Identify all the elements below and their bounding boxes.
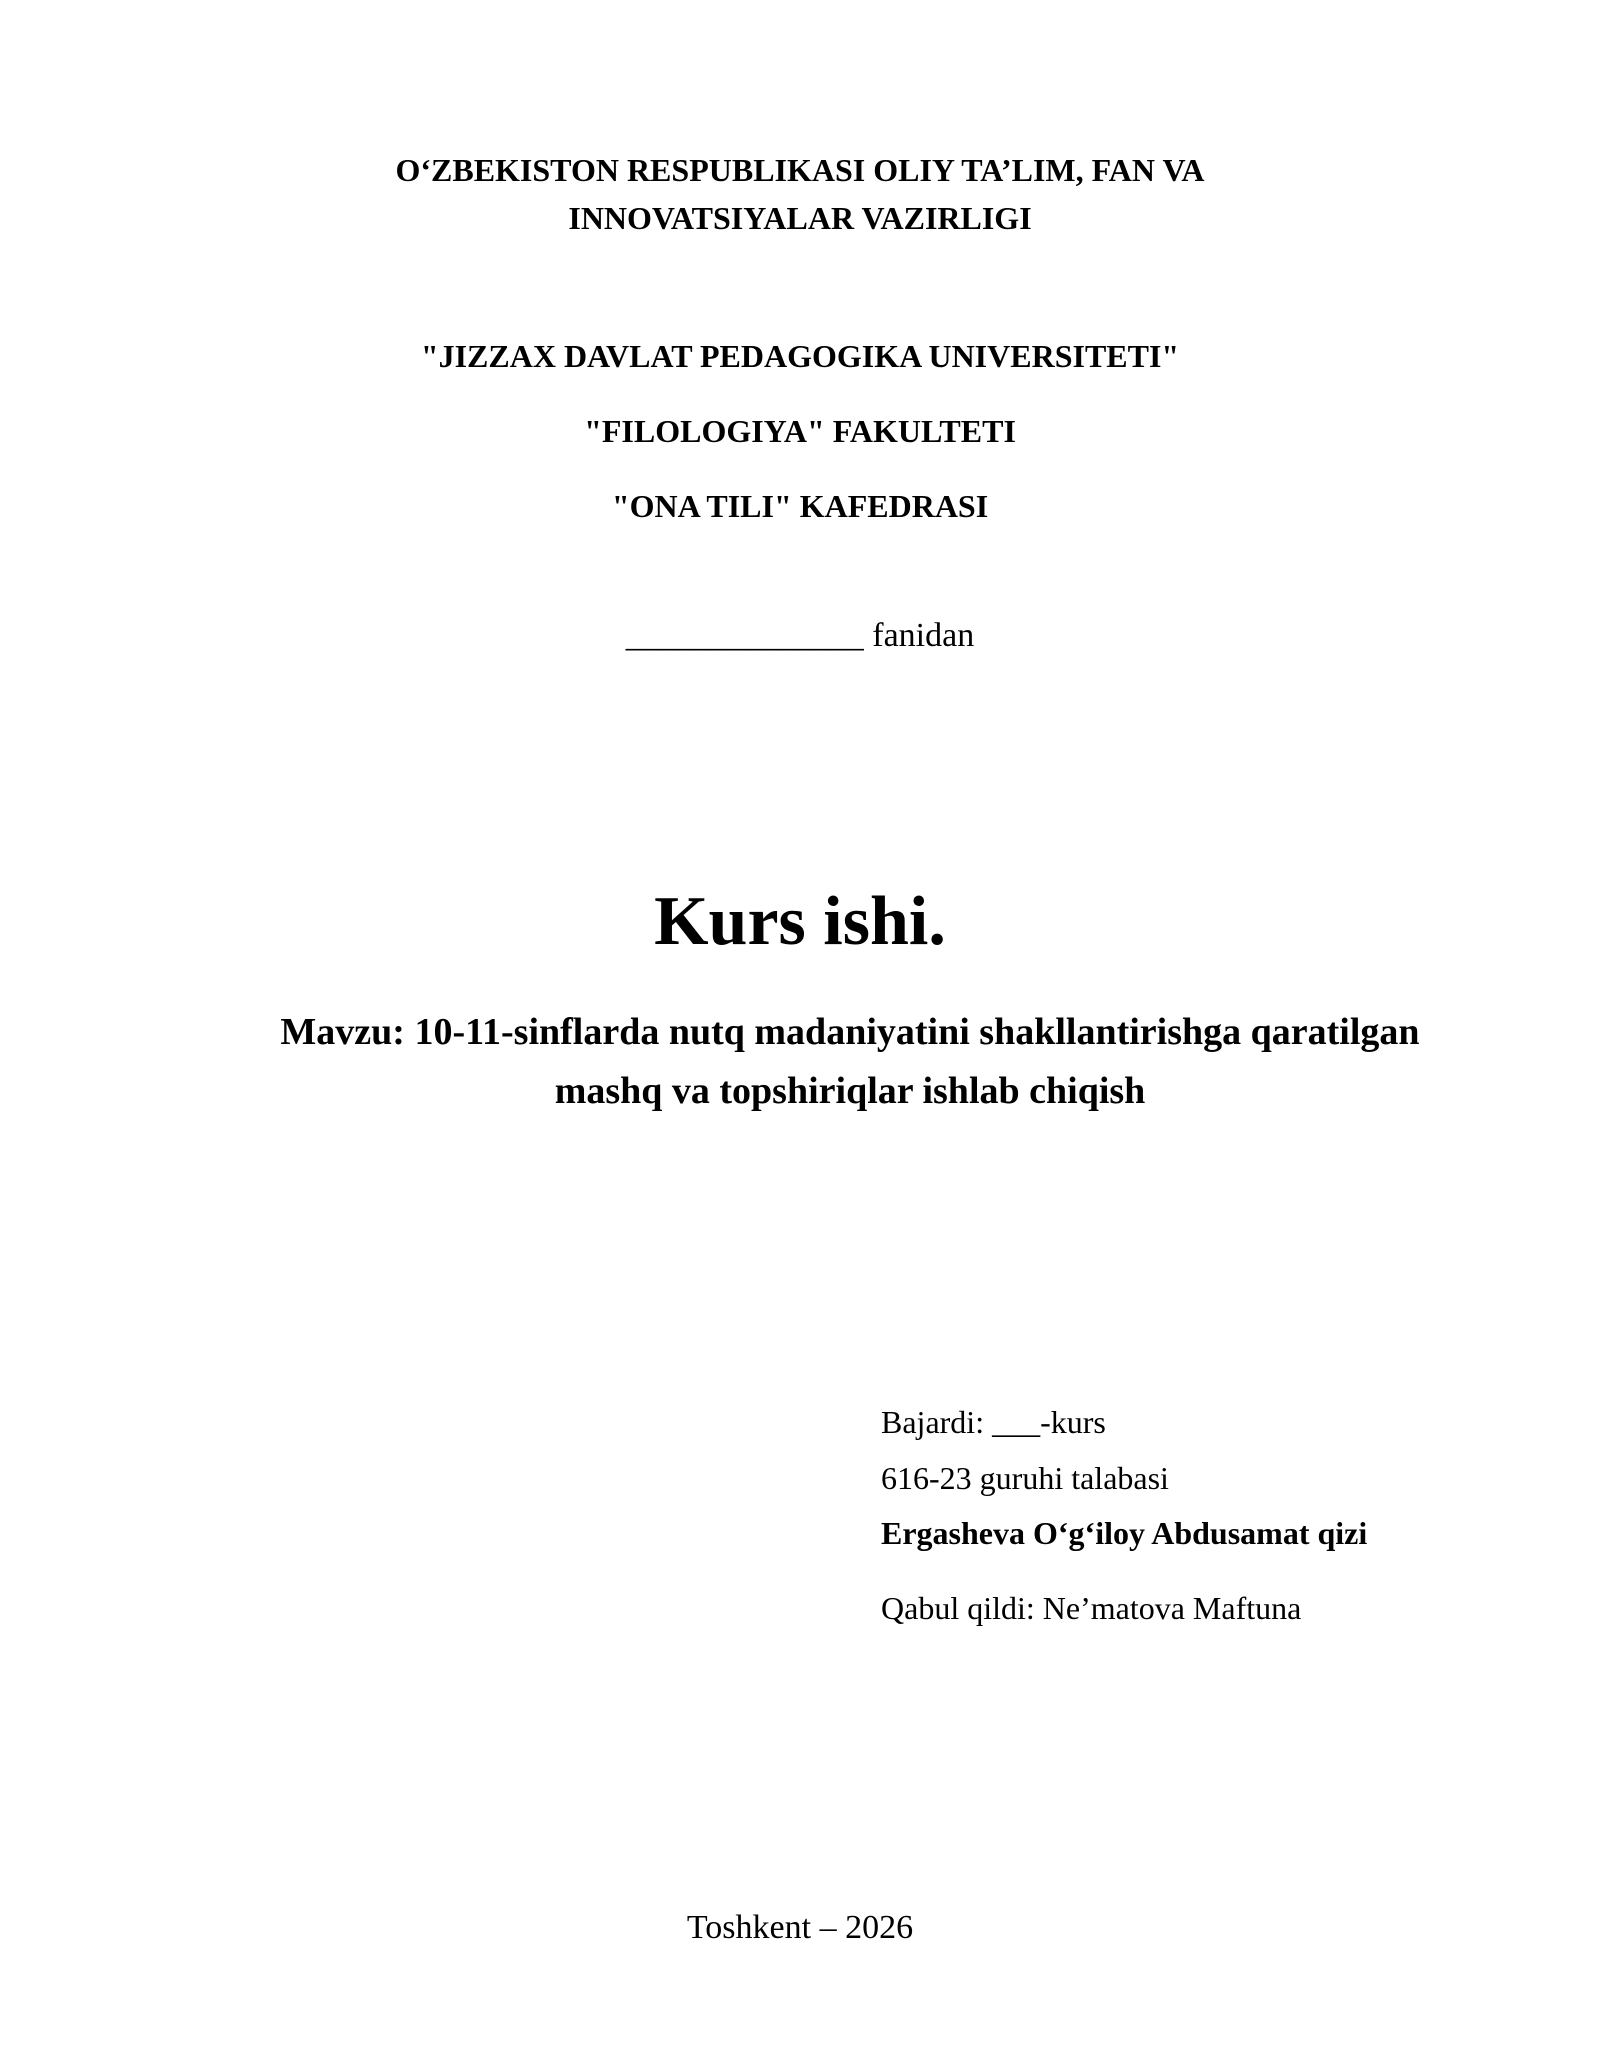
ministry-heading: [0, 146, 1600, 242]
university-name: "JIZZAX DAVLAT PEDAGOGIKA UNIVERSITETI": [420, 338, 1180, 374]
faculty-name: "FILOLOGIYA" FAKULTETI: [584, 413, 1016, 449]
topic-heading: [200, 1003, 1500, 1121]
accepted-by-line: Qabul qildi: Ne’matova Maftuna: [881, 1590, 1302, 1626]
ministry-line-2: INNOVATSIYALAR VAZIRLIGI: [568, 200, 1032, 236]
student-group-line: 616-23 guruhi talabasi: [881, 1460, 1169, 1496]
topic-line-1: Mavzu: 10-11-sinflarda nutq madaniyatini shakllantirishga qaratilgan: [280, 1011, 1420, 1053]
topic-line-2: mashq va topshiriqlar ishlab chiqish: [554, 1070, 1146, 1112]
student-name: Ergasheva O‘g‘iloy Abdusamat qizi: [881, 1515, 1368, 1551]
performed-by-line: Bajardi: ___-kurs: [881, 1404, 1106, 1440]
city-year: Toshkent – 2026: [686, 1909, 914, 1946]
subject-line: ______________ fanidan: [625, 617, 975, 654]
ministry-line-1: O‘ZBEKISTON RESPUBLIKASI OLIY TA’LIM, FAN VA: [395, 152, 1205, 188]
document-title: Kurs ishi.: [654, 883, 946, 960]
department-name: "ONA TILI" KAFEDRASI: [611, 488, 989, 524]
